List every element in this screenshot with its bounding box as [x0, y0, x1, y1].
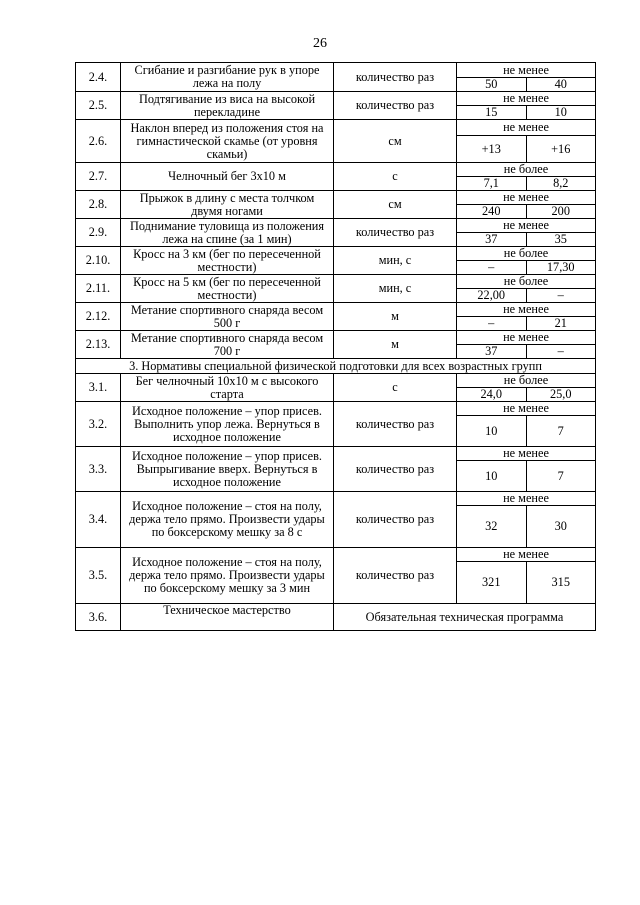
exercise-name: Исходное положение – стоя на полу, держа тело прямо. Произвести удары по боксерскому мешку за 3 мин	[121, 548, 334, 604]
value-cell-1: 15	[457, 106, 527, 120]
table-row	[76, 447, 596, 461]
row-number: 3.4.	[76, 492, 121, 548]
value-cell-2: –	[526, 289, 596, 303]
table-row	[76, 163, 596, 177]
row-number: 2.11.	[76, 275, 121, 303]
exercise-name: Наклон вперед из положения стоя на гимнастической скамье (от уровня скамьи)	[121, 120, 334, 163]
condition-cell: не менее	[457, 63, 596, 78]
table-row	[76, 191, 596, 205]
table-row	[76, 548, 596, 562]
condition-cell: не менее	[457, 331, 596, 345]
unit-cell: см	[334, 120, 457, 163]
exercise-name: Прыжок в длину с места толчком двумя ногами	[121, 191, 334, 219]
exercise-name: Сгибание и разгибание рук в упоре лежа на полу	[121, 63, 334, 92]
condition-cell: не более	[457, 275, 596, 289]
value-cell-1: 37	[457, 233, 527, 247]
row-number: 2.4.	[76, 63, 121, 92]
table-row	[76, 275, 596, 289]
unit-cell: количество раз	[334, 402, 457, 447]
unit-cell: мин, с	[334, 247, 457, 275]
value-cell-2: +16	[526, 136, 596, 163]
value-cell-1: 10	[457, 461, 527, 492]
row-number: 2.7.	[76, 163, 121, 191]
value-cell-1: 37	[457, 345, 527, 359]
unit-cell: количество раз	[334, 447, 457, 492]
table-row	[76, 120, 596, 136]
value-cell-1: +13	[457, 136, 527, 163]
condition-cell: не более	[457, 374, 596, 388]
value-cell-2: 7	[526, 416, 596, 447]
value-cell-1: 321	[457, 562, 527, 604]
condition-cell: не менее	[457, 402, 596, 416]
value-cell-1: –	[457, 261, 527, 275]
unit-cell: с	[334, 374, 457, 402]
page-number: 26	[313, 36, 327, 51]
row-number: 2.12.	[76, 303, 121, 331]
program-cell: Обязательная техническая программа	[334, 604, 596, 631]
exercise-name: Метание спортивного снаряда весом 700 г	[121, 331, 334, 359]
table-row	[76, 92, 596, 106]
value-cell-2: 315	[526, 562, 596, 604]
value-cell-1: 7,1	[457, 177, 527, 191]
value-cell-2: 8,2	[526, 177, 596, 191]
table-row	[76, 374, 596, 388]
exercise-name: Поднимание туловища из положения лежа на спине (за 1 мин)	[121, 219, 334, 247]
row-number: 3.1.	[76, 374, 121, 402]
value-cell-1: 22,00	[457, 289, 527, 303]
value-cell-2: 10	[526, 106, 596, 120]
value-cell-2: –	[526, 345, 596, 359]
value-cell-1: 10	[457, 416, 527, 447]
unit-cell: м	[334, 331, 457, 359]
table-row	[76, 331, 596, 345]
exercise-name: Челночный бег 3х10 м	[121, 163, 334, 191]
unit-cell: количество раз	[334, 63, 457, 92]
exercise-name: Исходное положение – стоя на полу, держа тело прямо. Произвести удары по боксерскому мешку за 8 с	[121, 492, 334, 548]
condition-cell: не менее	[457, 120, 596, 136]
value-cell-2: 7	[526, 461, 596, 492]
value-cell-1: 240	[457, 205, 527, 219]
condition-cell: не менее	[457, 447, 596, 461]
value-cell-2: 35	[526, 233, 596, 247]
row-number: 2.5.	[76, 92, 121, 120]
value-cell-2: 25,0	[526, 388, 596, 402]
unit-cell: количество раз	[334, 92, 457, 120]
value-cell-2: 200	[526, 205, 596, 219]
condition-cell: не более	[457, 247, 596, 261]
unit-cell: мин, с	[334, 275, 457, 303]
value-cell-1: 50	[457, 78, 527, 92]
condition-cell: не менее	[457, 219, 596, 233]
unit-cell: с	[334, 163, 457, 191]
row-number: 2.13.	[76, 331, 121, 359]
row-number: 2.10.	[76, 247, 121, 275]
exercise-name: Бег челночный 10х10 м с высокого старта	[121, 374, 334, 402]
table-row	[76, 492, 596, 506]
row-number: 2.8.	[76, 191, 121, 219]
norms-table	[75, 62, 596, 631]
value-cell-2: 40	[526, 78, 596, 92]
table-row	[76, 303, 596, 317]
row-number: 3.3.	[76, 447, 121, 492]
unit-cell: см	[334, 191, 457, 219]
condition-cell: не менее	[457, 548, 596, 562]
condition-cell: не менее	[457, 303, 596, 317]
value-cell-1: 32	[457, 506, 527, 548]
exercise-name: Метание спортивного снаряда весом 500 г	[121, 303, 334, 331]
table-row	[76, 402, 596, 416]
row-number: 3.2.	[76, 402, 121, 447]
row-number: 2.9.	[76, 219, 121, 247]
exercise-name: Кросс на 3 км (бег по пересеченной местности)	[121, 247, 334, 275]
table-row	[76, 247, 596, 261]
condition-cell: не менее	[457, 191, 596, 205]
unit-cell: количество раз	[334, 548, 457, 604]
exercise-name: Подтягивание из виса на высокой перекладине	[121, 92, 334, 120]
value-cell-1: 24,0	[457, 388, 527, 402]
value-cell-1: –	[457, 317, 527, 331]
unit-cell: количество раз	[334, 492, 457, 548]
unit-cell: количество раз	[334, 219, 457, 247]
exercise-name: Кросс на 5 км (бег по пересеченной местности)	[121, 275, 334, 303]
table-row	[76, 604, 596, 631]
row-number: 3.5.	[76, 548, 121, 604]
exercise-name: Исходное положение – упор присев. Выполнить упор лежа. Вернуться в исходное положение	[121, 402, 334, 447]
condition-cell: не менее	[457, 92, 596, 106]
exercise-name: Исходное положение – упор присев. Выпрыгивание вверх. Вернуться в исходное положение	[121, 447, 334, 492]
row-number: 2.6.	[76, 120, 121, 163]
value-cell-2: 30	[526, 506, 596, 548]
row-number: 3.6.	[76, 604, 121, 631]
section-header: 3. Нормативы специальной физической подготовки для всех возрастных групп	[76, 359, 596, 374]
table-row	[76, 219, 596, 233]
value-cell-2: 21	[526, 317, 596, 331]
condition-cell: не менее	[457, 492, 596, 506]
table-row	[76, 63, 596, 78]
unit-cell: м	[334, 303, 457, 331]
value-cell-2: 17,30	[526, 261, 596, 275]
condition-cell: не более	[457, 163, 596, 177]
section-row	[76, 359, 596, 374]
exercise-name: Техническое мастерство	[121, 604, 334, 631]
